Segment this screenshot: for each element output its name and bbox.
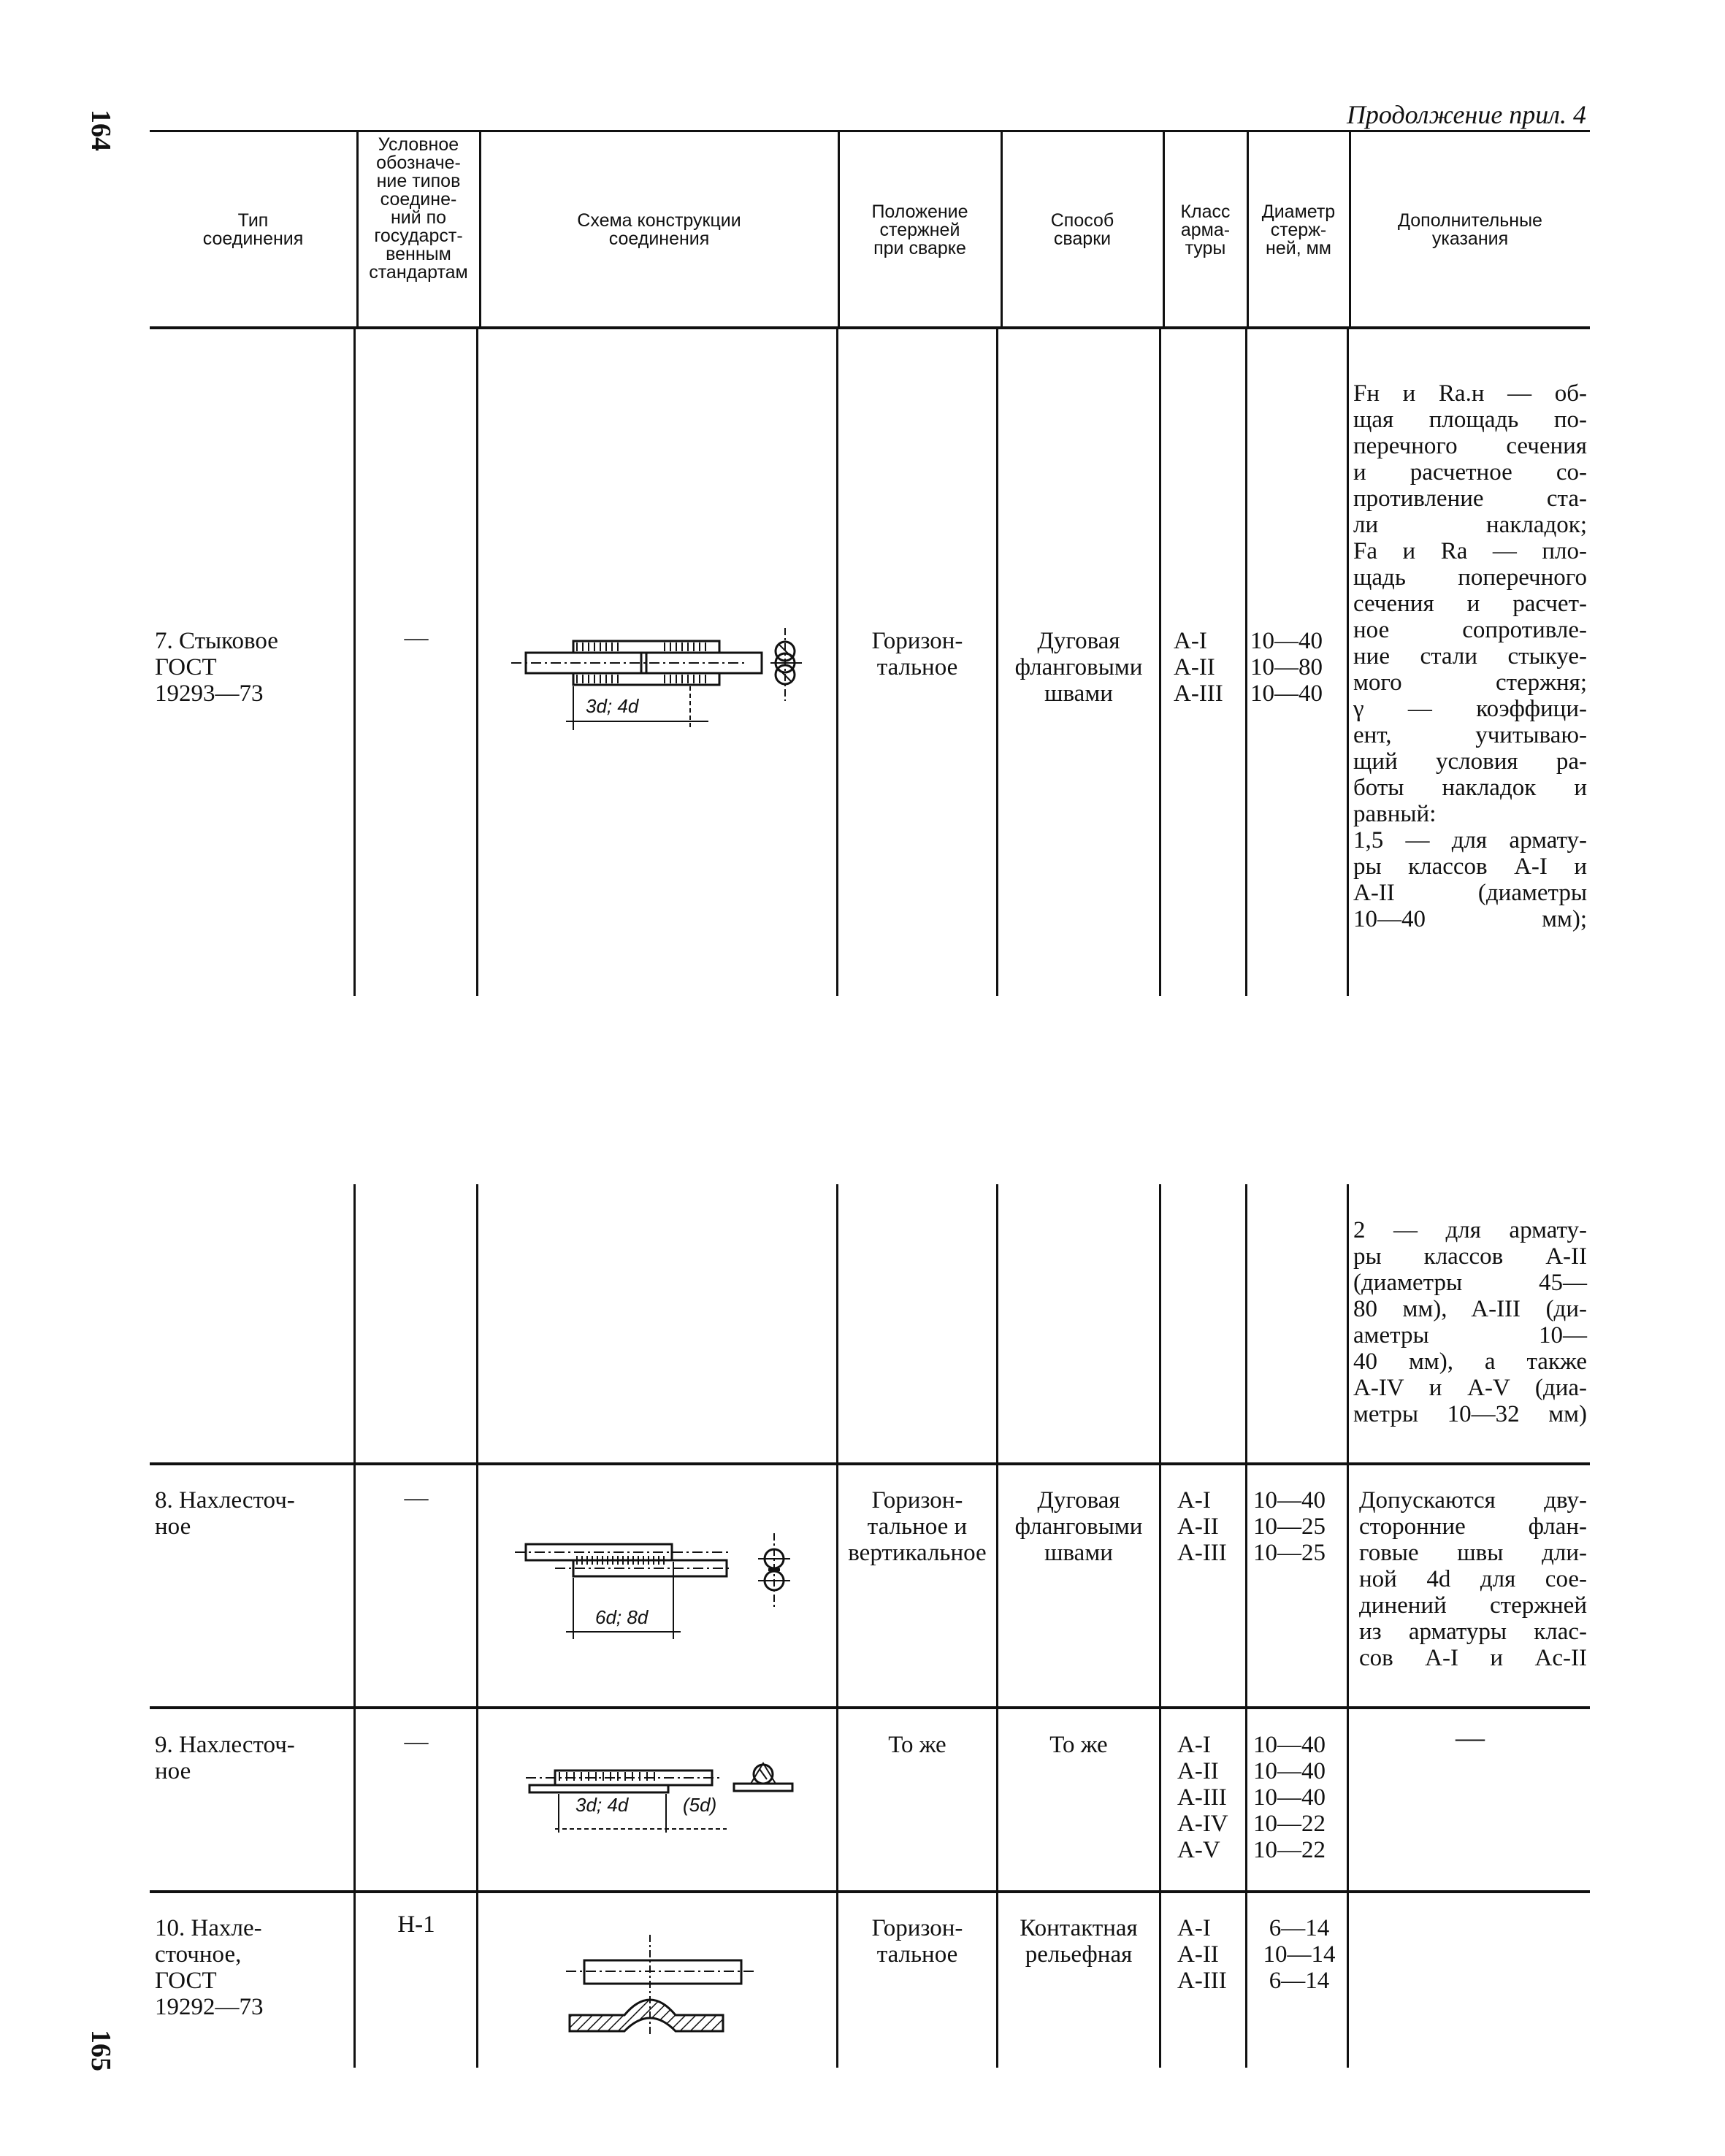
row8-position: Горизон- тальное и вертикальное — [848, 1487, 987, 1566]
col-rule — [353, 1184, 356, 2068]
col-rule — [353, 329, 356, 996]
header-designation: Условное обозначе- ние типов соедине- ний по государст- венным стандартам — [369, 134, 468, 283]
header-type: Тип соединения — [202, 210, 304, 249]
row7-scheme-drawing — [497, 621, 833, 737]
row7-notes: Fн и Rа.н — об- щая площадь по- перечного сечения и расчетное со- противление ста- ли накладок; Fа и Rа — пло- щадь поперечного сечения и расчет- ное сопротивле- ние стали стыкуе- мого стержня; γ — коэффици- ент, учитываю- щий условия ра- боты накладок и равный: 1,5 — для армату- ры классов A-I и A-II (диаметры 10—40 мм); — [1353, 380, 1587, 932]
row9-scheme-drawing — [511, 1756, 818, 1844]
col-rule — [1159, 329, 1161, 996]
row9-diameter: 10—40 10—40 10—40 10—22 10—22 — [1253, 1732, 1326, 1863]
row-rule-8 — [150, 1462, 1590, 1465]
header-position: Положение стержней при сварке — [871, 202, 968, 258]
header-method: Способ сварки — [1050, 210, 1114, 249]
row10-class: A-I A-II A-III — [1177, 1915, 1227, 1994]
row8-scheme-label: 6d; 8d — [595, 1606, 649, 1628]
col-rule — [476, 1184, 478, 2068]
row7-scheme-label: 3d; 4d — [586, 695, 639, 717]
row9-designation: — — [404, 1729, 429, 1755]
header-bottom-rule — [150, 326, 1590, 329]
col-rule — [1245, 1184, 1247, 2068]
row10-scheme-drawing — [559, 1935, 778, 2044]
row8-method: Дуговая фланговыми швами — [1014, 1487, 1143, 1566]
row7-diameter: 10—40 10—80 10—40 — [1250, 628, 1323, 707]
row10-designation: Н-1 — [397, 1911, 435, 1938]
row8-designation: — — [404, 1485, 429, 1511]
row9-method: То же — [1049, 1732, 1108, 1758]
table-top-rule — [150, 130, 1590, 132]
row10-method: Контактная рельефная — [1020, 1915, 1138, 1968]
row-rule-9 — [150, 1706, 1590, 1709]
row-rule-10 — [150, 1890, 1590, 1893]
row8-notes: Допускаются дву- сторонние флан- говые швы дли- ной 4d для сое- динений стержней из арматуры клас- сов A-I и Aс-II — [1359, 1487, 1587, 1671]
row8-class: A-I A-II A-III — [1177, 1487, 1227, 1566]
row9-position: То же — [888, 1732, 946, 1758]
row7-type: 7. Стыковое ГОСТ 19293—73 — [155, 628, 278, 707]
row10-type: 10. Нахле- сточное, ГОСТ 19292—73 — [155, 1915, 264, 2020]
row7-method: Дуговая фланговыми швами — [1014, 628, 1143, 707]
row7-class: A-I A-II A-III — [1174, 628, 1223, 707]
header-scheme: Схема конструкции соединения — [577, 210, 741, 249]
col-rule — [1159, 1184, 1161, 2068]
col-rule — [1347, 1184, 1349, 2068]
row10-diameter: 6—14 10—14 6—14 — [1263, 1915, 1336, 1994]
row10-position: Горизон- тальное — [871, 1915, 963, 1968]
row8-diameter: 10—40 10—25 10—25 — [1253, 1487, 1326, 1566]
row9-scheme-label: 3d; 4d — [575, 1794, 629, 1816]
col-rule — [1347, 329, 1349, 996]
row7-position: Горизон- тальное — [871, 628, 963, 680]
continuation-title: Продолжение прил. 4 — [1346, 100, 1586, 129]
header-notes: Дополнительные указания — [1398, 210, 1542, 249]
page-number-left: 164 — [85, 110, 116, 151]
col-rule — [476, 329, 478, 996]
header-class: Класс арма- туры — [1180, 202, 1231, 258]
col-rule — [1245, 329, 1247, 996]
row7-designation: — — [404, 625, 429, 651]
row9-class: A-I A-II A-III A-IV A-V — [1177, 1732, 1228, 1863]
page-number-right: 165 — [85, 2030, 116, 2071]
row8-scheme-drawing — [511, 1530, 818, 1654]
header-diameter: Диаметр стерж- ней, мм — [1261, 202, 1336, 258]
row9-notes: — — [1456, 1721, 1485, 1754]
row8-type: 8. Нахлесточ- ное — [155, 1487, 295, 1540]
row9-scheme-label-2: (5d) — [683, 1794, 717, 1816]
row7-notes-continued: 2 — для армату- ры классов A-II (диаметры 45— 80 мм), A-III (ди- аметры 10— 40 мм), а также A-IV и A-V (диа- метры 10—32 мм) — [1353, 1217, 1587, 1427]
row9-type: 9. Нахлесточ- ное — [155, 1732, 295, 1784]
